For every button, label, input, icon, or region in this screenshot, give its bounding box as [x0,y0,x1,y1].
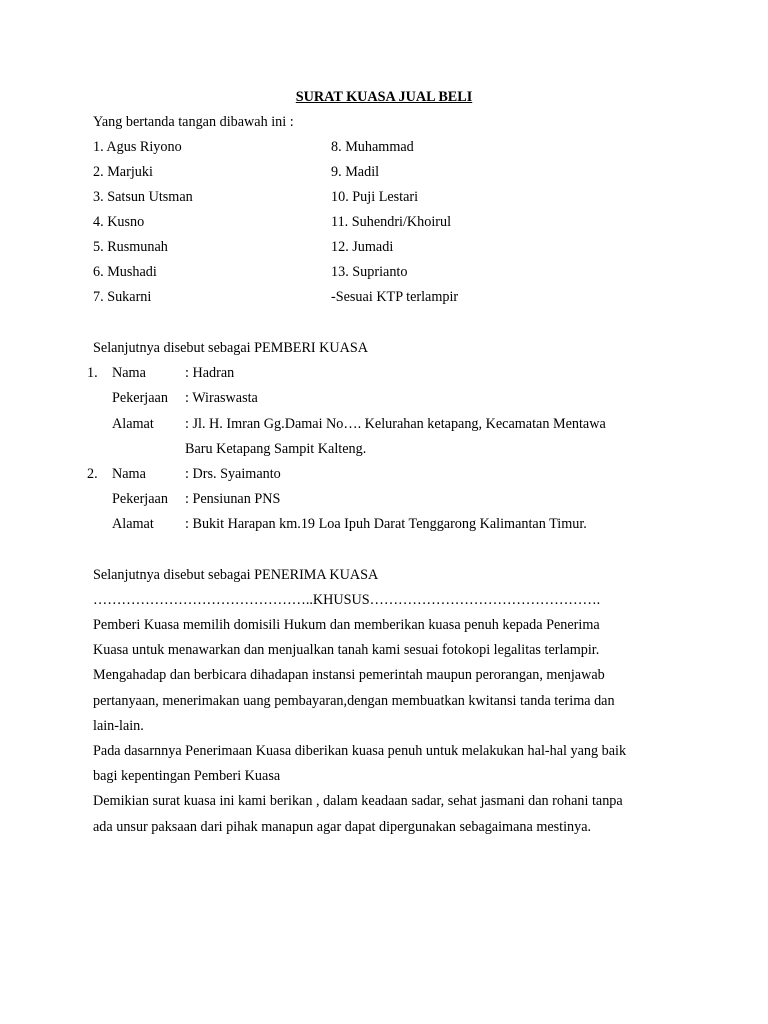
grantor-item: 5. Rusmunah [93,239,168,255]
penerima-kuasa-line: Selanjutnya disebut sebagai PENERIMA KUASA [93,567,379,583]
body-line: ada unsur paksaan dari pihak manapun agar dapat dipergunakan sebagaimana mestinya. [93,819,592,835]
document-title: SURAT KUASA JUAL BELI [295,89,473,105]
pekerjaan-value: : Wiraswasta [185,390,258,406]
grantor-item: 7. Sukarni [93,289,152,305]
body-line: Kuasa untuk menawarkan dan menjualkan tanah kami sesuai fotokopi legalitas terlampir. [93,642,600,658]
grantor-item: 12. Jumadi [331,239,394,255]
pekerjaan-label: Pekerjaan [112,491,168,507]
body-line: Pada dasarnnya Penerimaan Kuasa diberikan kuasa penuh untuk melakukan hal-hal yang baik [93,743,627,759]
alamat-value: : Jl. H. Imran Gg.Damai No…. Kelurahan ketapang, Kecamatan Mentawa [185,416,606,432]
person-number: 2. [87,466,98,482]
grantor-item: 9. Madil [331,164,380,180]
alamat-label: Alamat [112,416,154,432]
grantor-item: 8. Muhammad [331,139,414,155]
pekerjaan-label: Pekerjaan [112,390,168,406]
grantor-item: 10. Puji Lestari [331,189,419,205]
alamat-continuation: Baru Ketapang Sampit Kalteng. [185,441,367,457]
body-line: pertanyaan, menerimakan uang pembayaran,dengan membuatkan kwitansi tanda terima dan [93,693,615,709]
ktp-note: -Sesuai KTP terlampir [331,289,459,305]
nama-label: Nama [112,365,146,381]
person-number: 1. [87,365,98,381]
khusus-line: ………………………………………..KHUSUS…………………………………………. [93,592,601,608]
grantor-item: 3. Satsun Utsman [93,189,193,205]
grantor-item: 11. Suhendri/Khoirul [331,214,452,230]
grantor-item: 2. Marjuki [93,164,153,180]
nama-value: : Hadran [185,365,235,381]
nama-label: Nama [112,466,146,482]
grantor-item: 13. Suprianto [331,264,408,280]
body-line: bagi kepentingan Pemberi Kuasa [93,768,281,784]
pekerjaan-value: : Pensiunan PNS [185,491,281,507]
alamat-label: Alamat [112,516,154,532]
grantor-item: 1. Agus Riyono [93,139,182,155]
body-line: lain-lain. [93,718,144,734]
alamat-value: : Bukit Harapan km.19 Loa Ipuh Darat Tenggarong Kalimantan Timur. [185,516,587,532]
grantor-item: 6. Mushadi [93,264,157,280]
body-line: Pemberi Kuasa memilih domisili Hukum dan memberikan kuasa penuh kepada Penerima [93,617,600,633]
intro-line: Yang bertanda tangan dibawah ini : [93,114,294,130]
pemberi-kuasa-line: Selanjutnya disebut sebagai PEMBERI KUASA [93,340,369,356]
grantor-item: 4. Kusno [93,214,145,230]
body-line: Mengahadap dan berbicara dihadapan instansi pemerintah maupun perorangan, menjawab [93,667,605,683]
body-line: Demikian surat kuasa ini kami berikan , dalam keadaan sadar, sehat jasmani dan rohani tanpa [93,793,623,809]
nama-value: : Drs. Syaimanto [185,466,281,482]
